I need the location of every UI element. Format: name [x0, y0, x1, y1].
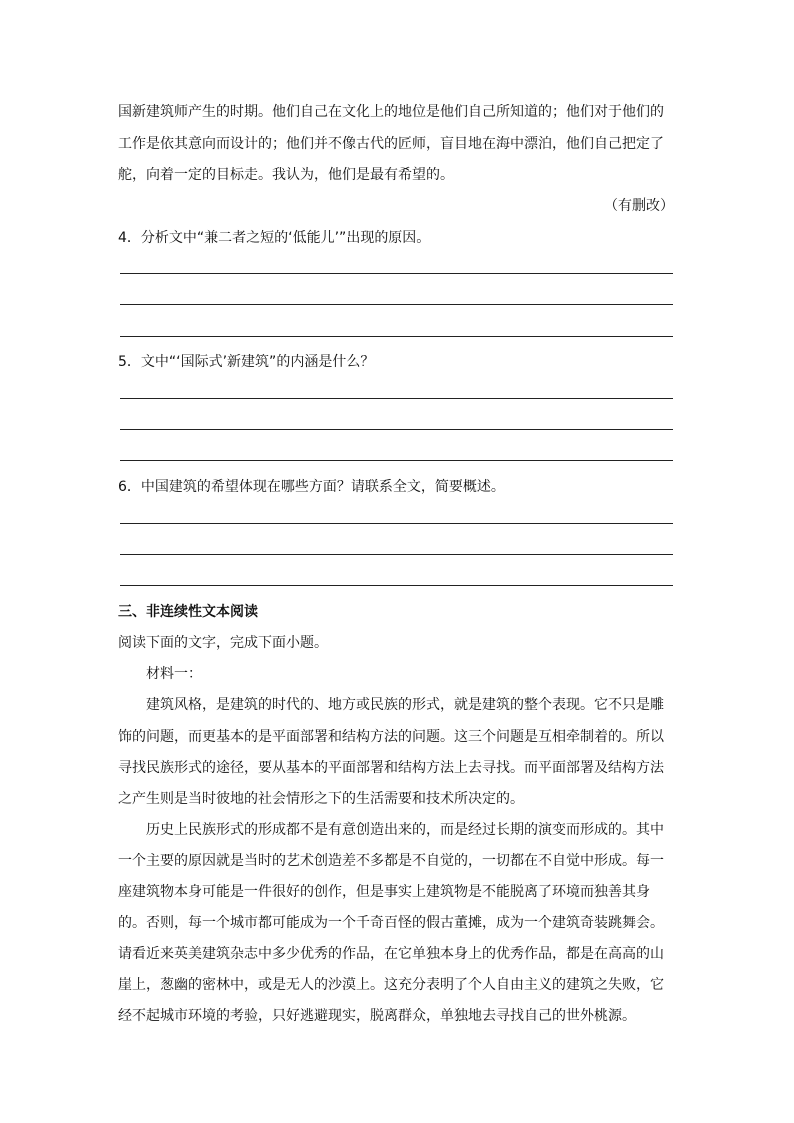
paragraph-line: 请看近来英美建筑杂志中多少优秀的作品，在它单独本身上的优秀作品，都是在高高的山 [118, 946, 664, 962]
material-label: 材料一： [146, 666, 202, 682]
answer-line[interactable] [120, 429, 673, 430]
paragraph-line: 的。否则，每一个城市都可能成为一个千奇百怪的假古董摊，成为一个建筑奇装跳舞会。 [118, 915, 664, 931]
passage-line: 舵，向着一定的目标走。我认为，他们是最有希望的。 [118, 167, 454, 183]
question-5: 5．文中“‘国际式’新建筑”的内涵是什么？ [118, 354, 375, 370]
answer-line[interactable] [120, 554, 673, 555]
answer-line[interactable] [120, 398, 673, 399]
paragraph-line: 寻找民族形式的途径，要从基本的平面部署和结构方法上去寻找。而平面部署及结构方法 [118, 760, 664, 776]
answer-line[interactable] [120, 585, 673, 586]
passage-line: 国新建筑师产生的时期。他们自己在文化上的地位是他们自己所知道的；他们对于他们的 [118, 104, 664, 120]
passage-line: 工作是依其意向而设计的；他们并不像古代的匠师，盲目地在海中漂泊，他们自己把定了 [118, 136, 664, 152]
answer-line[interactable] [120, 460, 673, 461]
answer-line[interactable] [120, 523, 673, 524]
question-4: 4．分析文中“兼二者之短的‘低能儿’”出现的原因。 [118, 230, 431, 246]
answer-line[interactable] [120, 304, 673, 305]
paragraph-line: 崖上，葱幽的密林中，或是无人的沙漠上。这充分表明了个人自由主义的建筑之失败，它 [118, 977, 664, 993]
section-instruction: 阅读下面的文字，完成下面小题。 [118, 635, 328, 651]
paragraph-line: 经不起城市环境的考验，只好逃避现实，脱离群众，单独地去寻找自己的世外桃源。 [118, 1008, 636, 1024]
paragraph-line: 一个主要的原因就是当时的艺术创造差不多都是不自觉的，一切都在不自觉中形成。每一 [118, 853, 664, 869]
paragraph-line: 之产生则是当时彼地的社会情形之下的生活需要和技术所决定的。 [118, 791, 524, 807]
paragraph-line: 历史上民族形式的形成都不是有意创造出来的，而是经过长期的演变而形成的。其中 [146, 822, 664, 838]
paragraph-line: 建筑风格，是建筑的时代的、地方或民族的形式，就是建筑的整个表现。它不只是雕 [146, 697, 664, 713]
answer-line[interactable] [120, 336, 673, 337]
paragraph-line: 饰的问题，而更基本的是平面部署和结构方法的问题。这三个问题是互相牵制着的。所以 [118, 729, 664, 745]
question-6: 6．中国建筑的希望体现在哪些方面？请联系全文，简要概述。 [118, 479, 505, 495]
paragraph-line: 座建筑物本身可能是一件很好的创作，但是事实上建筑物是不能脱离了环境而独善其身 [118, 884, 650, 900]
answer-line[interactable] [120, 273, 673, 274]
section-heading: 三、非连续性文本阅读 [118, 604, 258, 620]
source-note: （有删改） [604, 198, 674, 214]
